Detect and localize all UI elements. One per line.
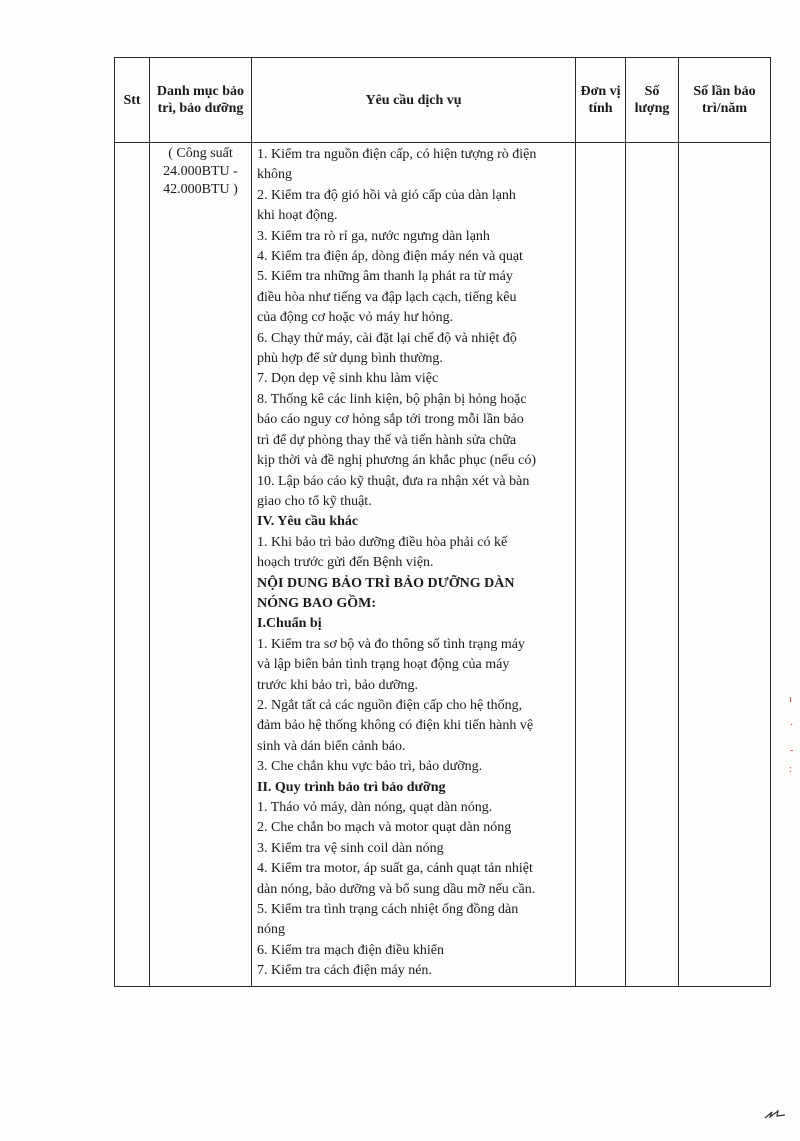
header-quantity: Số lượng <box>626 58 679 143</box>
content-line: 4. Kiểm tra điện áp, dòng điện máy nén và quạt <box>257 249 523 265</box>
content-line: 1. Khi bảo trì bảo dưỡng điều hòa phải có kế <box>257 534 508 550</box>
content-line: 2. Che chắn bo mạch và motor quạt dàn nóng <box>257 820 512 836</box>
initials-signature <box>764 1108 786 1120</box>
table-row <box>115 143 771 987</box>
header-unit: Đơn vị tính <box>576 58 626 143</box>
times-cell <box>679 143 771 987</box>
margin-mark: · <box>790 720 794 731</box>
content-line: 3. Kiểm tra rò rỉ ga, nước ngưng dàn lạnh <box>257 228 490 244</box>
content-line: nóng <box>257 922 285 938</box>
content-line: 3. Kiểm tra vệ sinh coil dàn nóng <box>257 840 444 856</box>
content-line: 5. Kiểm tra những âm thanh lạ phát ra từ máy <box>257 269 513 285</box>
header-stt: Stt <box>115 58 150 143</box>
section-heading: NỘI DUNG BẢO TRÌ BẢO DƯỠNG DÀN <box>257 575 515 591</box>
content-line: 1. Tháo vỏ máy, dàn nóng, quạt dàn nóng. <box>257 800 493 815</box>
quantity-cell <box>626 143 679 987</box>
content-line: kịp thời và đề nghị phương án khắc phục (nếu có) <box>257 453 536 469</box>
content-line: sinh và dán biển cảnh báo. <box>257 738 406 754</box>
content-line: 7. Kiểm tra cách điện máy nén. <box>257 963 432 979</box>
content-line: 6. Kiểm tra mạch điện điều khiển <box>257 942 444 958</box>
content-line: 4. Kiểm tra motor, áp suất ga, cánh quạt tản nhiệt <box>257 861 533 877</box>
content-line: 8. Thống kê các linh kiện, bộ phận bị hỏng hoặc <box>257 391 527 407</box>
header-category: Danh mục bảo trì, bảo dưỡng <box>150 58 252 143</box>
content-line: 3. Che chắn khu vực bảo trì, bảo dưỡng. <box>257 759 483 775</box>
category-cell: ( Công suất 24.000BTU - 42.000BTU ) <box>150 143 252 987</box>
content-line: dàn nóng, bảo dưỡng và bổ sung dầu mỡ nếu cần. <box>257 881 536 897</box>
section-heading: NÓNG BAO GỒM: <box>257 595 376 611</box>
content-line: đảm bảo hệ thống không có điện khi tiến hành vệ <box>257 718 534 734</box>
content-line: 6. Chạy thử máy, cài đặt lại chế độ và nhiệt độ <box>257 330 517 346</box>
content-line: 2. Ngắt tất cả các nguồn điện cấp cho hệ thống, <box>257 697 523 713</box>
section-heading: II. Quy trình bảo trì bảo dưỡng <box>257 779 446 795</box>
margin-mark: ı <box>789 694 792 705</box>
content-line: 1. Kiểm tra nguồn điện cấp, có hiện tượng rò điện <box>257 147 537 162</box>
content-line: 1. Kiểm tra sơ bộ và đo thông số tình trạng máy <box>257 636 525 652</box>
content-line: của động cơ hoặc vỏ máy hư hỏng. <box>257 310 454 326</box>
header-service: Yêu cầu dịch vụ <box>252 58 576 143</box>
content-line: báo cáo nguy cơ hỏng sắp tới trong mỗi lần bảo <box>257 412 524 428</box>
content-line: 10. Lập báo cáo kỹ thuật, đưa ra nhận xét và bàn <box>257 473 530 489</box>
content-line: trước khi bảo trì, bảo dưỡng. <box>257 677 419 693</box>
content-line: 5. Kiểm tra tình trạng cách nhiệt ống đồng dàn <box>257 902 519 918</box>
content-line: điều hòa như tiếng va đập lạch cạch, tiếng kêu <box>257 289 517 305</box>
maintenance-table <box>114 57 771 987</box>
content-line: khi hoạt động. <box>257 208 338 224</box>
content-line: phù hợp để sử dụng bình thường. <box>257 351 443 367</box>
section-heading: IV. Yêu cầu khác <box>257 514 359 530</box>
content-line: 2. Kiểm tra độ gió hồi và gió cấp của dàn lạnh <box>257 187 516 203</box>
service-requirements-cell <box>252 143 576 987</box>
content-line: 7. Dọn dẹp vệ sinh khu làm việc <box>257 371 439 387</box>
content-line: hoạch trước gửi đến Bệnh viện. <box>257 555 434 571</box>
content-line: không <box>257 167 292 183</box>
content-line: và lập biên bản tình trạng hoạt động của máy <box>257 657 510 673</box>
header-times-per-year: Số lần bảo trì/năm <box>679 58 771 143</box>
unit-cell <box>576 143 626 987</box>
margin-mark: : <box>789 764 792 775</box>
table-header-row <box>115 58 771 143</box>
section-heading: I.Chuẩn bị <box>257 616 322 632</box>
margin-mark: - <box>790 745 794 756</box>
content-line: giao cho tổ kỹ thuật. <box>257 493 372 509</box>
content-line: trì để dự phòng thay thế và tiến hành sửa chữa <box>257 432 517 448</box>
stt-cell <box>115 143 150 987</box>
